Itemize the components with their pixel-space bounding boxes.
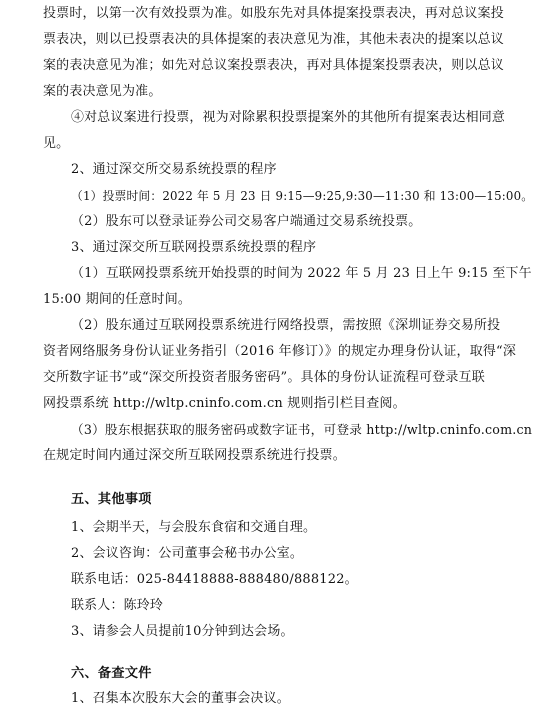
body-line-8: （1）投票时间：2022 年 5 月 23 日 9:15—9:25,9:30—11:30 和 13:00—15:00。 <box>71 189 534 203</box>
body-line-5: ④对总议案进行投票，视为对除累积投票提案外的其他所有提案表达相同意 <box>71 110 506 125</box>
body-line-14: 资者网络服务身份认证业务指引（2016 年修订）》的规定办理身份认证，取得“深 <box>43 344 517 359</box>
body-line-3: 案的表决意见为准；如先对总议案投票表决，再对具体提案投票表决，则以总议 <box>43 58 504 73</box>
contact-phone: 联系电话：025-84418888-888480/888122。 <box>71 572 358 587</box>
body-line-16: 网投票系统 http://wltp.cninfo.com.cn 规则指引栏目查阅。 <box>43 396 406 411</box>
subheading-internet-system: 3、通过深交所互联网投票系统投票的程序 <box>71 240 317 255</box>
body-line-6: 见。 <box>43 136 70 151</box>
body-line-17: （3）股东根据获取的服务密码或数字证书，可登录 http://wltp.cninfo.com.cn <box>71 422 533 437</box>
body-line-9: （2）股东可以登录证券公司交易客户端通过交易系统投票。 <box>71 214 422 229</box>
contact-person: 联系人：陈玲玲 <box>71 598 164 613</box>
section-5-item-1: 1、会期半天，与会股东食宿和交通自理。 <box>71 520 317 535</box>
subheading-trading-system: 2、通过深交所交易系统投票的程序 <box>71 162 277 177</box>
body-line-12: 15:00 期间的任意时间。 <box>43 292 192 307</box>
section-6-heading: 六、备查文件 <box>71 666 152 681</box>
body-line-1: 投票时，以第一次有效投票为准。如股东先对具体提案投票表决，再对总议案投 <box>43 6 504 21</box>
body-line-15: 交所数字证书”或“深交所投资者服务密码”。具体的身份认证流程可登录互联 <box>43 370 485 385</box>
body-line-18: 在规定时间内通过深交所互联网投票系统进行投票。 <box>43 448 346 463</box>
section-5-item-3: 3、请参会人员提前10分钟到达会场。 <box>71 624 294 639</box>
body-line-13: （2）股东通过互联网投票系统进行网络投票，需按照《深圳证券交易所投 <box>71 318 501 333</box>
section-5-item-2: 2、会议咨询：公司董事会秘书办公室。 <box>71 546 304 561</box>
body-line-4: 案的表决意见为准。 <box>43 84 162 99</box>
body-line-2: 票表决，则以已投票表决的具体提案的表决意见为准，其他未表决的提案以总议 <box>43 32 504 47</box>
body-line-11: （1）互联网投票系统开始投票的时间为 2022 年 5 月 23 日上午 9:15 至下午 <box>71 266 532 281</box>
section-5-heading: 五、其他事项 <box>71 492 152 507</box>
section-6-item-1: 1、召集本次股东大会的董事会决议。 <box>71 691 290 706</box>
